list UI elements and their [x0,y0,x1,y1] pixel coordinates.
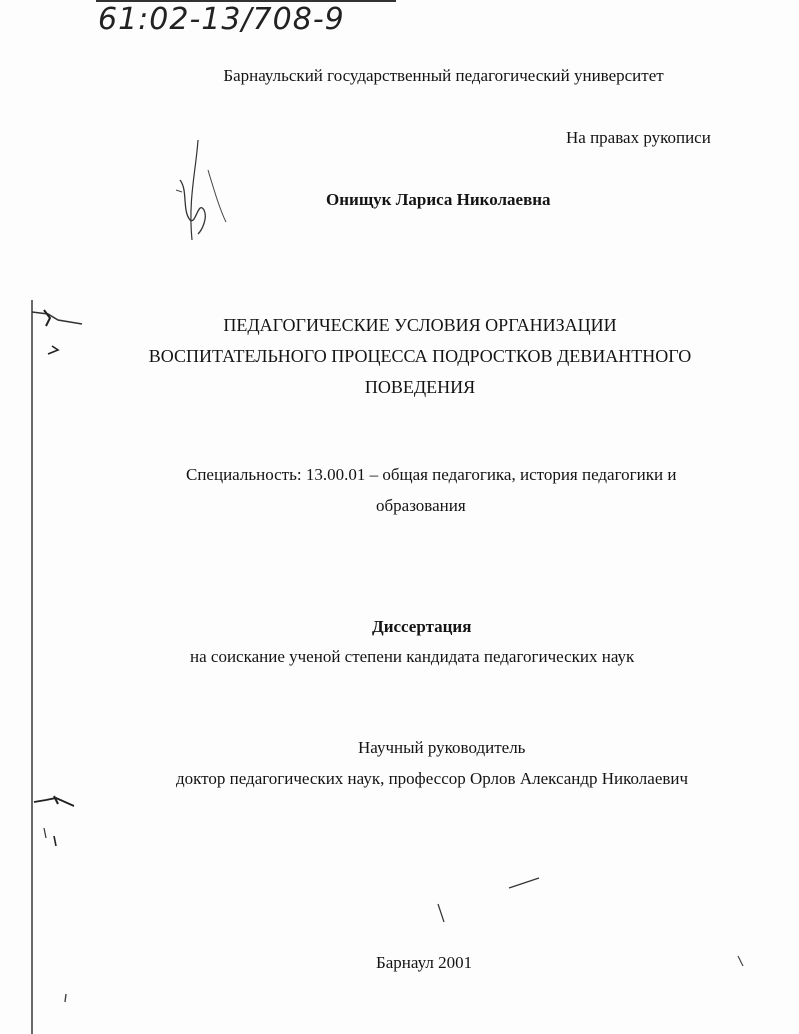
archive-stamp-code: 61:02-13/708-9 [98,2,345,37]
signature-mark [168,130,238,250]
city-and-year: Барнаул 2001 [376,953,473,972]
manuscript-rights-note: На правах рукописи [566,128,711,147]
university-name: Барнаульский государственный педагогический университет [223,66,664,85]
scan-artifact-tick [734,952,748,972]
scan-artifact-mid-left [30,788,80,848]
title-line-3: ПОВЕДЕНИЯ [364,377,476,397]
dissertation-title [100,310,740,403]
specialty-line-1: Специальность: 13.00.01 – общая педагогика, история педагогики и [186,465,677,484]
specialty-line-2: образования [376,496,466,515]
author-name: Онищук Лариса Николаевна [326,190,551,209]
scan-artifact-dash [505,872,545,892]
advisor-label: Научный руководитель [358,738,526,757]
scan-artifact-speck [60,990,74,1010]
title-line-2: ВОСПИТАТЕЛЬНОГО ПРОЦЕССА ПОДРОСТКОВ ДЕВИАНТНОГО [148,346,692,366]
scan-margin-line [31,300,33,1034]
advisor-name: доктор педагогических наук, профессор Орлов Александр Николаевич [176,769,689,788]
scan-artifact-top-left [28,300,88,360]
scan-artifact-stroke [432,900,452,928]
degree-sought: на соискание ученой степени кандидата педагогических наук [190,647,635,666]
dissertation-label: Диссертация [372,617,472,636]
title-line-1: ПЕДАГОГИЧЕСКИЕ УСЛОВИЯ ОРГАНИЗАЦИИ [223,315,617,335]
